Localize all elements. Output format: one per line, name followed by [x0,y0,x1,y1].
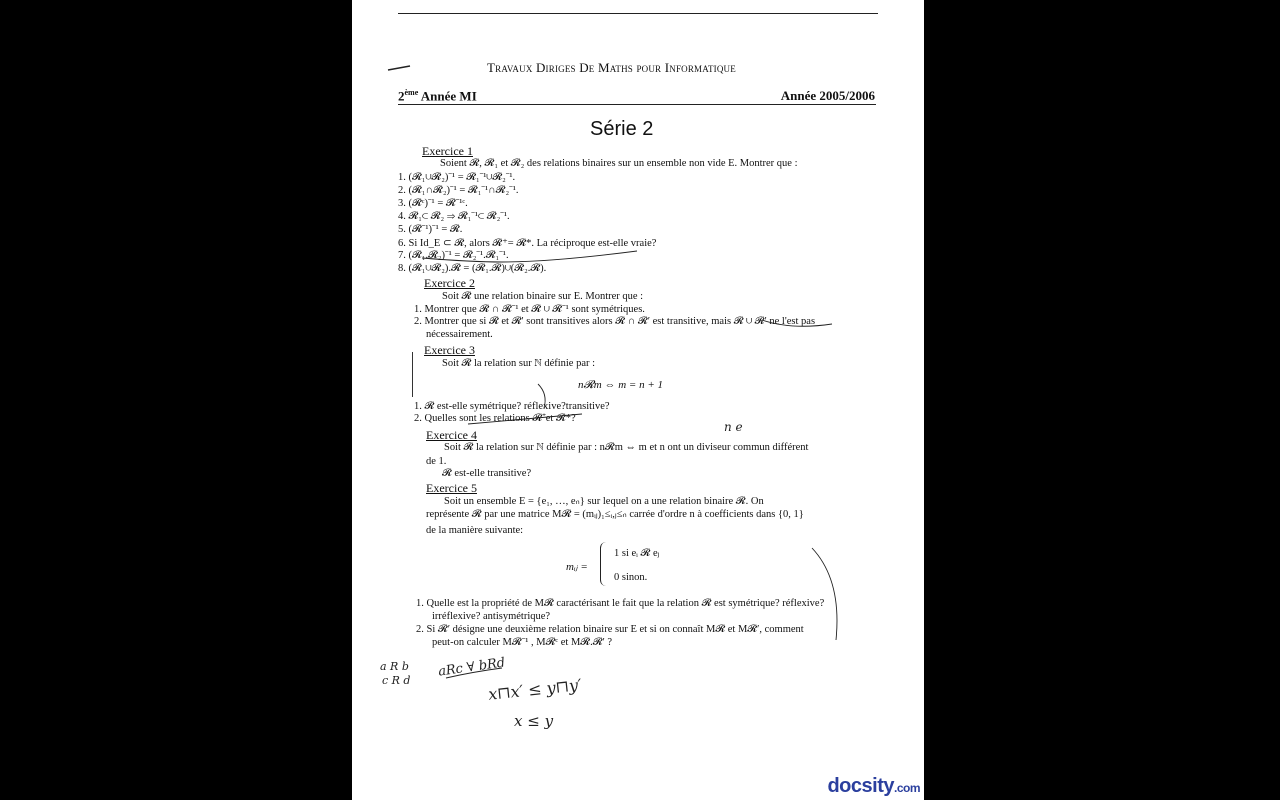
exercise-1-item: 4. 𝓡₁⊂ 𝓡₂ ⇒ 𝓡₁⁻¹⊂ 𝓡₂⁻¹. [398,211,510,222]
matrix-case-2: 0 sinon. [614,572,648,583]
exercise-5-line-1: Soit un ensemble E = {e₁, …, eₙ} sur lequel on a une relation binaire 𝓡. On [444,496,764,507]
serie-title: Série 2 [590,118,654,140]
logo-suffix: .com [893,781,920,795]
exercise-5-title: Exercice 5 [426,481,477,495]
logo-main: docsity [827,775,894,797]
exercise-1-item: 5. (𝓡⁻¹)⁻¹ = 𝓡. [398,224,463,235]
exercise-5-item-1-cont: irréflexive? antisymétrique? [432,611,551,622]
exercise-2-intro: Soit 𝓡 une relation binaire sur E. Montrer que : [442,291,644,302]
margin-curve [812,548,837,640]
exercise-2-item-2: 2. Montrer que si 𝓡 et 𝓡′ sont transitives alors 𝓡 ∩ 𝓡′ est transitive, mais 𝓡 ∪ 𝓡′ ne l'est pas [414,316,816,327]
exercise-2-item-2-cont: nécessairement. [426,329,493,340]
underline-stroke [422,251,637,262]
underline-stroke [468,414,582,424]
exercise-1-title: Exercice 1 [422,144,473,158]
handwritten-margin-2: c R d [382,674,411,687]
exercise-5-item-2-cont: peut-on calculer M𝓡⁻¹ , M𝓡ᶜ et M𝓡.𝓡′ ? [432,637,613,648]
exercise-3-intro: Soit 𝓡 la relation sur ℕ définie par : [442,358,596,369]
exercise-3-item-2: 2. Quelles sont les relations 𝓡⁺et 𝓡*? [414,413,576,424]
matrix-case-1: 1 si eᵢ 𝓡 eⱼ [614,548,660,559]
exercise-5-line-2: représente 𝓡 par une matrice M𝓡 = (mᵢⱼ)₁≤ᵢ,ⱼ≤ₙ carrée d'ordre n à coefficients dans {0, 1} [426,509,804,520]
exercise-3-item-1: 1. 𝓡 est-elle symétrique? réflexive?transitive? [414,401,610,412]
docsity-logo [827,775,920,798]
exercise-5-item-1: 1. Quelle est la propriété de M𝓡 caractérisant le fait que la relation 𝓡 est symétrique? réflexive? [416,598,825,609]
year-level-sup: ème [404,88,419,97]
exercise-3-title: Exercice 3 [424,343,475,357]
pen-mark [538,384,545,408]
exercise-5-item-2: 2. Si 𝓡′ désigne une deuxième relation binaire sur E et si on connaît M𝓡 et M𝓡′, comment [416,624,804,635]
matrix-formula-lhs: mᵢⱼ = [566,561,588,573]
document-title: Travaux Diriges De Maths pour Informatique [487,60,736,75]
handwritten-note-1: aRc ∀ bRd [437,655,507,680]
exercise-5-line-3: de la manière suivante: [426,525,524,536]
exercise-1-item: 7. (𝓡₁.𝓡₂)⁻¹ = 𝓡₂⁻¹.𝓡₁⁻¹. [398,250,509,261]
pen-mark [388,66,410,70]
exercise-1-intro: Soient 𝓡, 𝓡₁ et 𝓡₂ des relations binaires sur un ensemble non vide E. Montrer que : [440,158,798,169]
exercise-1-item: 8. (𝓡₁∪𝓡₂).𝓡 = (𝓡₁.𝓡)∪(𝓡₂.𝓡). [398,263,547,274]
academic-year: Année 2005/2006 [780,88,875,103]
year-level-suffix: Année MI [418,88,477,104]
exercise-2-item-1: 1. Montrer que 𝓡 ∩ 𝓡⁻¹ et 𝓡 ∪ 𝓡⁻¹ sont symétriques. [414,304,645,315]
exercise-1-item: 1. (𝓡₁∪𝓡₂)⁻¹ = 𝓡₁⁻¹∪𝓡₂⁻¹. [398,172,516,183]
exercise-4-line-1: Soit 𝓡 la relation sur ℕ définie par : n𝓡m ⇔ m et n ont un diviseur commun différent [444,442,809,453]
pen-strokes [352,0,924,800]
handwritten-margin-1: a R b [380,660,409,673]
underline-stroke [762,320,832,326]
handwritten-note-2: x⊓x′ ≤ y⊓y′ [487,675,583,704]
year-level-prefix: 2 [398,88,405,104]
exercise-4-line-3: 𝓡 est-elle transitive? [442,468,532,479]
exercise-1-item: 6. Si Id_E ⊂ 𝓡, alors 𝓡⁺= 𝓡*. La réciproque est-elle vraie? [398,238,657,249]
handwritten-note-ex3: n e [724,420,743,434]
document-page [352,0,924,800]
exercise-1-item: 2. (𝓡₁∩𝓡₂)⁻¹ = 𝓡₁⁻¹∩𝓡₂⁻¹. [398,185,519,196]
exercise-3-formula: n𝓡m ⇔ m = n + 1 [578,379,664,391]
exercise-4-line-2: de 1. [426,456,447,467]
exercise-2-title: Exercice 2 [424,276,475,290]
underline-stroke [446,668,502,678]
exercise-1-item: 3. (𝓡ᶜ)⁻¹ = 𝓡⁻¹ᶜ. [398,198,468,209]
handwritten-note-3: x ≤ y [514,712,554,730]
exercise-4-title: Exercice 4 [426,428,477,442]
